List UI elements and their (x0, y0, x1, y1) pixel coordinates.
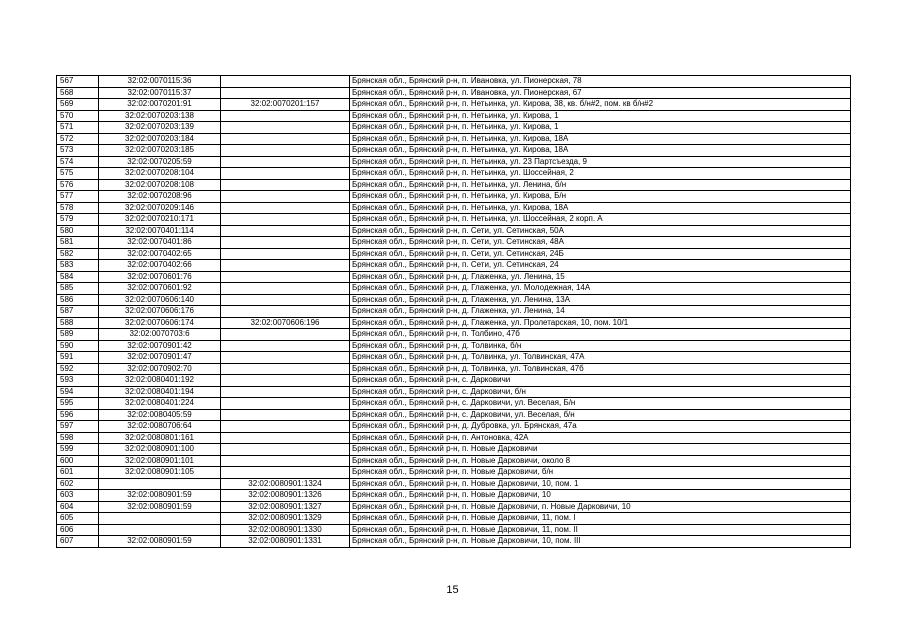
table-row (57, 398, 851, 410)
premises-cadastral-number-cell (221, 421, 350, 433)
row-number-cell: 574 (57, 156, 99, 168)
row-number-cell: 601 (57, 467, 99, 479)
premises-cadastral-number-cell: 32:02:0080901:1326 (221, 490, 350, 502)
row-number-cell: 593 (57, 375, 99, 387)
premises-cadastral-number-cell: 32:02:0080901:1327 (221, 501, 350, 513)
table-row (57, 421, 851, 433)
premises-cadastral-number-cell (221, 363, 350, 375)
address-cell: Брянская обл., Брянский р-н, п. Нетьинка, ул. Шоссейная, 2 (350, 168, 851, 180)
row-number-cell: 604 (57, 501, 99, 513)
cadastral-number-cell: 32:02:0080901:100 (99, 444, 221, 456)
address-cell: Брянская обл., Брянский р-н, с. Дарковичи, ул. Веселая, б/н (350, 409, 851, 421)
row-number-cell: 575 (57, 168, 99, 180)
address-cell: Брянская обл., Брянский р-н, д. Глаженка, ул. Ленина, 14 (350, 306, 851, 318)
address-cell: Брянская обл., Брянский р-н, п. Ивановка, ул. Пионерская, 67 (350, 87, 851, 99)
premises-cadastral-number-cell: 32:02:0080901:1330 (221, 524, 350, 536)
address-cell: Брянская обл., Брянский р-н, п. Нетьинка, ул. Кирова, 18А (350, 133, 851, 145)
premises-cadastral-number-cell (221, 202, 350, 214)
address-cell: Брянская обл., Брянский р-н, д. Толвинка, ул. Толвинская, 47б (350, 363, 851, 375)
address-cell: Брянская обл., Брянский р-н, п. Нетьинка, ул. Кирова, 18А (350, 202, 851, 214)
row-number-cell: 582 (57, 248, 99, 260)
premises-cadastral-number-cell: 32:02:0080901:1324 (221, 478, 350, 490)
row-number-cell: 603 (57, 490, 99, 502)
row-number-cell: 594 (57, 386, 99, 398)
premises-cadastral-number-cell (221, 168, 350, 180)
cadastral-number-cell: 32:02:0070209:146 (99, 202, 221, 214)
table-row (57, 352, 851, 364)
address-cell: Брянская обл., Брянский р-н, п. Сети, ул. Сетинская, 24 (350, 260, 851, 272)
address-cell: Брянская обл., Брянский р-н, п. Новые Дарковичи (350, 444, 851, 456)
cadastral-number-cell: 32:02:0070205:59 (99, 156, 221, 168)
cadastral-number-cell: 32:02:0070208:96 (99, 191, 221, 203)
row-number-cell: 587 (57, 306, 99, 318)
premises-cadastral-number-cell (221, 375, 350, 387)
table-row (57, 306, 851, 318)
premises-cadastral-number-cell (221, 179, 350, 191)
row-number-cell: 580 (57, 225, 99, 237)
premises-cadastral-number-cell (221, 340, 350, 352)
row-number-cell: 573 (57, 145, 99, 157)
row-number-cell: 597 (57, 421, 99, 433)
property-register-table (56, 75, 851, 548)
premises-cadastral-number-cell (221, 191, 350, 203)
cadastral-number-cell: 32:02:0080401:192 (99, 375, 221, 387)
row-number-cell: 581 (57, 237, 99, 249)
table-row (57, 409, 851, 421)
address-cell: Брянская обл., Брянский р-н, п. Сети, ул. Сетинская, 24Б (350, 248, 851, 260)
address-cell: Брянская обл., Брянский р-н, п. Новые Дарковичи, 10, пом. III (350, 536, 851, 548)
premises-cadastral-number-cell (221, 214, 350, 226)
address-cell: Брянская обл., Брянский р-н, п. Ивановка, ул. Пионерская, 78 (350, 76, 851, 88)
cadastral-number-cell: 32:02:0070601:76 (99, 271, 221, 283)
cadastral-number-cell: 32:02:0080405:59 (99, 409, 221, 421)
cadastral-number-cell: 32:02:0070402:65 (99, 248, 221, 260)
table-row (57, 467, 851, 479)
premises-cadastral-number-cell (221, 260, 350, 272)
cadastral-number-cell: 32:02:0070203:138 (99, 110, 221, 122)
premises-cadastral-number-cell (221, 156, 350, 168)
cadastral-number-cell: 32:02:0070606:174 (99, 317, 221, 329)
address-cell: Брянская обл., Брянский р-н, п. Нетьинка, ул. 23 Партсъезда, 9 (350, 156, 851, 168)
cadastral-number-cell: 32:02:0070210:171 (99, 214, 221, 226)
table-row (57, 329, 851, 341)
cadastral-number-cell: 32:02:0070401:86 (99, 237, 221, 249)
cadastral-number-cell: 32:02:0080801:161 (99, 432, 221, 444)
row-number-cell: 583 (57, 260, 99, 272)
premises-cadastral-number-cell (221, 432, 350, 444)
premises-cadastral-number-cell (221, 409, 350, 421)
premises-cadastral-number-cell (221, 467, 350, 479)
row-number-cell: 571 (57, 122, 99, 134)
cadastral-number-cell: 32:02:0070901:42 (99, 340, 221, 352)
table-row (57, 490, 851, 502)
premises-cadastral-number-cell (221, 398, 350, 410)
cadastral-number-cell: 32:02:0070208:108 (99, 179, 221, 191)
row-number-cell: 589 (57, 329, 99, 341)
table-row (57, 444, 851, 456)
cadastral-number-cell (99, 478, 221, 490)
premises-cadastral-number-cell (221, 352, 350, 364)
address-cell: Брянская обл., Брянский р-н, д. Толвинка, б/н (350, 340, 851, 352)
row-number-cell: 595 (57, 398, 99, 410)
cadastral-number-cell: 32:02:0080901:59 (99, 501, 221, 513)
row-number-cell: 599 (57, 444, 99, 456)
cadastral-number-cell: 32:02:0070606:176 (99, 306, 221, 318)
row-number-cell: 600 (57, 455, 99, 467)
table-row (57, 501, 851, 513)
row-number-cell: 590 (57, 340, 99, 352)
address-cell: Брянская обл., Брянский р-н, п. Новые Дарковичи, 11, пом. I (350, 513, 851, 525)
table-row (57, 168, 851, 180)
table-row (57, 145, 851, 157)
address-cell: Брянская обл., Брянский р-н, п. Нетьинка, ул. Ленина, б/н (350, 179, 851, 191)
address-cell: Брянская обл., Брянский р-н, п. Новые Дарковичи, 11, пом. II (350, 524, 851, 536)
premises-cadastral-number-cell (221, 455, 350, 467)
table-row (57, 478, 851, 490)
address-cell: Брянская обл., Брянский р-н, д. Дубровка, ул. Брянская, 47а (350, 421, 851, 433)
address-cell: Брянская обл., Брянский р-н, п. Новые Дарковичи, п. Новые Дарковичи, 10 (350, 501, 851, 513)
table-row (57, 110, 851, 122)
table-row (57, 455, 851, 467)
premises-cadastral-number-cell (221, 294, 350, 306)
premises-cadastral-number-cell: 32:02:0070606:196 (221, 317, 350, 329)
cadastral-number-cell: 32:02:0080706:64 (99, 421, 221, 433)
table-row (57, 294, 851, 306)
table-row (57, 156, 851, 168)
cadastral-number-cell: 32:02:0080401:224 (99, 398, 221, 410)
table-row (57, 386, 851, 398)
row-number-cell: 567 (57, 76, 99, 88)
table-row (57, 524, 851, 536)
row-number-cell: 569 (57, 99, 99, 111)
address-cell: Брянская обл., Брянский р-н, д. Толвинка, ул. Толвинская, 47А (350, 352, 851, 364)
cadastral-number-cell: 32:02:0070115:36 (99, 76, 221, 88)
cadastral-number-cell: 32:02:0080901:59 (99, 536, 221, 548)
cadastral-number-cell: 32:02:0070402:66 (99, 260, 221, 272)
premises-cadastral-number-cell (221, 444, 350, 456)
premises-cadastral-number-cell (221, 237, 350, 249)
address-cell: Брянская обл., Брянский р-н, п. Новые Дарковичи, 10 (350, 490, 851, 502)
premises-cadastral-number-cell (221, 145, 350, 157)
address-cell: Брянская обл., Брянский р-н, п. Нетьинка, ул. Кирова, 1 (350, 110, 851, 122)
premises-cadastral-number-cell (221, 283, 350, 295)
cadastral-number-cell: 32:02:0070203:184 (99, 133, 221, 145)
cadastral-number-cell: 32:02:0070201:91 (99, 99, 221, 111)
address-cell: Брянская обл., Брянский р-н, п. Новые Дарковичи, б/н (350, 467, 851, 479)
row-number-cell: 602 (57, 478, 99, 490)
table-row (57, 191, 851, 203)
table-row (57, 432, 851, 444)
table-row (57, 99, 851, 111)
table-row (57, 248, 851, 260)
cadastral-number-cell: 32:02:0070902:70 (99, 363, 221, 375)
row-number-cell: 592 (57, 363, 99, 375)
address-cell: Брянская обл., Брянский р-н, п. Нетьинка, ул. Кирова, 18А (350, 145, 851, 157)
address-cell: Брянская обл., Брянский р-н, п. Новые Дарковичи, около 8 (350, 455, 851, 467)
table-row (57, 513, 851, 525)
address-cell: Брянская обл., Брянский р-н, д. Глаженка, ул. Молодежная, 14А (350, 283, 851, 295)
address-cell: Брянская обл., Брянский р-н, с. Дарковичи, б/н (350, 386, 851, 398)
cadastral-number-cell: 32:02:0070601:92 (99, 283, 221, 295)
row-number-cell: 568 (57, 87, 99, 99)
row-number-cell: 584 (57, 271, 99, 283)
premises-cadastral-number-cell (221, 271, 350, 283)
register-table-body (57, 76, 851, 548)
address-cell: Брянская обл., Брянский р-н, п. Нетьинка, ул. Шоссейная, 2 корп. А (350, 214, 851, 226)
premises-cadastral-number-cell (221, 110, 350, 122)
table-row (57, 133, 851, 145)
table-row (57, 87, 851, 99)
premises-cadastral-number-cell (221, 386, 350, 398)
row-number-cell: 578 (57, 202, 99, 214)
premises-cadastral-number-cell (221, 133, 350, 145)
premises-cadastral-number-cell (221, 306, 350, 318)
address-cell: Брянская обл., Брянский р-н, п. Толбино, 47б (350, 329, 851, 341)
row-number-cell: 576 (57, 179, 99, 191)
address-cell: Брянская обл., Брянский р-н, п. Нетьинка, ул. Кирова, Б/н (350, 191, 851, 203)
cadastral-number-cell: 32:02:0070203:185 (99, 145, 221, 157)
premises-cadastral-number-cell (221, 76, 350, 88)
row-number-cell: 606 (57, 524, 99, 536)
table-row (57, 283, 851, 295)
table-row (57, 225, 851, 237)
premises-cadastral-number-cell: 32:02:0070201:157 (221, 99, 350, 111)
cadastral-number-cell: 32:02:0070606:140 (99, 294, 221, 306)
address-cell: Брянская обл., Брянский р-н, с. Дарковичи, ул. Веселая, Б/н (350, 398, 851, 410)
address-cell: Брянская обл., Брянский р-н, п. Новые Дарковичи, 10, пом. 1 (350, 478, 851, 490)
address-cell: Брянская обл., Брянский р-н, п. Нетьинка, ул. Кирова, 1 (350, 122, 851, 134)
address-cell: Брянская обл., Брянский р-н, п. Антоновка, 42А (350, 432, 851, 444)
cadastral-number-cell (99, 524, 221, 536)
table-row (57, 122, 851, 134)
cadastral-number-cell: 32:02:0070401:114 (99, 225, 221, 237)
address-cell: Брянская обл., Брянский р-н, п. Нетьинка, ул. Кирова, 38, кв. б/н#2, пом. кв б/н#2 (350, 99, 851, 111)
address-cell: Брянская обл., Брянский р-н, д. Глаженка, ул. Пролетарская, 10, пом. 10/1 (350, 317, 851, 329)
row-number-cell: 588 (57, 317, 99, 329)
premises-cadastral-number-cell (221, 329, 350, 341)
row-number-cell: 605 (57, 513, 99, 525)
table-row (57, 237, 851, 249)
row-number-cell: 577 (57, 191, 99, 203)
table-row (57, 317, 851, 329)
row-number-cell: 596 (57, 409, 99, 421)
address-cell: Брянская обл., Брянский р-н, п. Сети, ул. Сетинская, 48А (350, 237, 851, 249)
table-row (57, 214, 851, 226)
row-number-cell: 586 (57, 294, 99, 306)
premises-cadastral-number-cell (221, 87, 350, 99)
cadastral-number-cell: 32:02:0080901:105 (99, 467, 221, 479)
row-number-cell: 572 (57, 133, 99, 145)
cadastral-number-cell: 32:02:0070901:47 (99, 352, 221, 364)
premises-cadastral-number-cell: 32:02:0080901:1329 (221, 513, 350, 525)
cadastral-number-cell: 32:02:0070115:37 (99, 87, 221, 99)
cadastral-number-cell: 32:02:0080901:101 (99, 455, 221, 467)
premises-cadastral-number-cell (221, 225, 350, 237)
row-number-cell: 591 (57, 352, 99, 364)
page-number: 15 (446, 584, 459, 596)
cadastral-number-cell: 32:02:0070703:6 (99, 329, 221, 341)
table-row (57, 536, 851, 548)
premises-cadastral-number-cell (221, 248, 350, 260)
cadastral-number-cell: 32:02:0070203:139 (99, 122, 221, 134)
cadastral-number-cell: 32:02:0080401:194 (99, 386, 221, 398)
row-number-cell: 607 (57, 536, 99, 548)
address-cell: Брянская обл., Брянский р-н, д. Глаженка, ул. Ленина, 13А (350, 294, 851, 306)
table-row (57, 375, 851, 387)
table-row (57, 179, 851, 191)
cadastral-number-cell: 32:02:0070208:104 (99, 168, 221, 180)
premises-cadastral-number-cell (221, 122, 350, 134)
premises-cadastral-number-cell: 32:02:0080901:1331 (221, 536, 350, 548)
row-number-cell: 585 (57, 283, 99, 295)
row-number-cell: 570 (57, 110, 99, 122)
address-cell: Брянская обл., Брянский р-н, с. Дарковичи (350, 375, 851, 387)
table-row (57, 340, 851, 352)
table-row (57, 363, 851, 375)
table-row (57, 271, 851, 283)
cadastral-number-cell: 32:02:0080901:59 (99, 490, 221, 502)
address-cell: Брянская обл., Брянский р-н, п. Сети, ул. Сетинская, 50А (350, 225, 851, 237)
cadastral-number-cell (99, 513, 221, 525)
row-number-cell: 579 (57, 214, 99, 226)
table-row (57, 260, 851, 272)
address-cell: Брянская обл., Брянский р-н, д. Глаженка, ул. Ленина, 15 (350, 271, 851, 283)
table-row (57, 76, 851, 88)
row-number-cell: 598 (57, 432, 99, 444)
table-row (57, 202, 851, 214)
